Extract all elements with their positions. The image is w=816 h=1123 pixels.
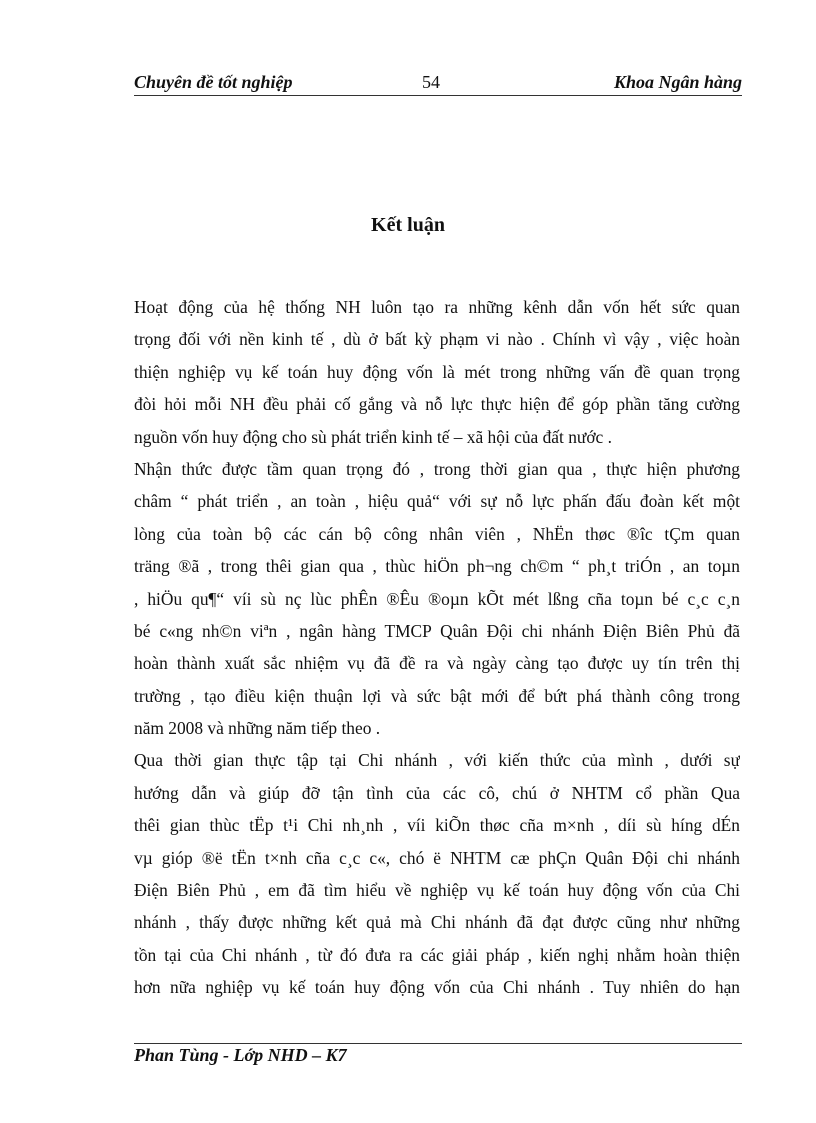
text-line: năm 2008 và những năm tiếp theo . (134, 718, 381, 739)
text-line: Qua thời gian thực tập tại Chi nhánh , với kiến thức của mình , dưới sự (134, 750, 740, 771)
text-line: hơn nữa nghiệp vụ kế toán huy động vốn của Chi nhánh . Tuy nhiên do hạn (134, 977, 740, 998)
page-number: 54 (422, 72, 440, 92)
text-line: lòng của toàn bộ các cán bộ công nhân viên , NhËn thøc ®îc tÇm quan (134, 523, 740, 544)
body-text (134, 291, 740, 1004)
text-line: châm “ phát triển , an toàn , hiệu quả“ với sự nỗ lực phấn đấu đoàn kết một (134, 491, 740, 512)
page-footer: Phan Tùng - Lớp NHD – K7 (134, 1045, 347, 1065)
text-line: đòi hỏi mỗi NH đều phải cố gắng và nỗ lực thực hiện để góp phần tăng cường (134, 394, 740, 415)
header-document-type: Chuyên đề tốt nghiệp (134, 72, 293, 92)
text-line: Điện Biên Phủ , em đã tìm hiểu về nghiệp vụ kế toán huy động vốn của Chi (134, 880, 740, 901)
text-line: bé c«ng nh©n viªn , ngân hàng TMCP Quân Đội chi nhánh Điện Biên Phủ đã (134, 620, 740, 641)
text-line: trọng đối với nền kinh tế , dù ở bất kỳ phạm vi nào . Chính vì vậy , việc hoàn (134, 329, 740, 350)
text-line: vµ gióp ®ë tËn t×nh cña c¸c c«, chó ë NHTM cæ phÇn Quân Đội chi nhánh (134, 847, 740, 868)
text-line: Hoạt động của hệ thống NH luôn tạo ra những kênh dẫn vốn hết sức quan (134, 297, 740, 317)
text-line: träng ®ã , trong thêi gian qua , thùc hiÖn ph¬ng ch©m “ ph¸t triÓn , an toµn (134, 556, 740, 577)
text-line: hoàn thành xuất sắc nhiệm vụ đã đề ra và ngày càng tạo được uy tín trên thị (134, 653, 740, 674)
text-line: nguồn vốn huy động cho sù phát triển kinh tế – xã hội của đất nước . (134, 426, 612, 447)
text-line: thiện nghiệp vụ kế toán huy động vốn là mét trong những vấn đề quan trọng (134, 361, 740, 382)
section-title: Kết luận (371, 214, 445, 236)
text-line: nhánh , thấy được những kết quả mà Chi nhánh đã đạt được cũng như những (134, 912, 740, 933)
footer-divider (134, 1043, 742, 1044)
text-line: trường , tạo điều kiện thuận lợi và sức bật mới để bứt phá thành công trong (134, 685, 740, 706)
header-faculty: Khoa Ngân hàng (613, 72, 742, 92)
page-header (134, 72, 742, 96)
text-line: hướng dẫn và giúp đỡ tận tình của các cô, chú ở NHTM cổ phần Qua (134, 782, 740, 803)
header-divider (134, 95, 742, 96)
text-line: thêi gian thùc tËp t¹i Chi nh¸nh , víi kiÕn thøc cña m×nh , díi sù híng dÉn (134, 815, 740, 836)
text-line: tồn tại của Chi nhánh , từ đó đưa ra các giải pháp , kiến nghị nhằm hoàn thiện (134, 944, 740, 965)
text-line: , hiÖu qu¶“ víi sù nç lùc phÊn ®Êu ®oµn kÕt mét lßng cña toµn bé c¸c c¸n (134, 588, 740, 609)
text-line: Nhận thức được tầm quan trọng đó , trong thời gian qua , thực hiện phương (134, 458, 740, 479)
